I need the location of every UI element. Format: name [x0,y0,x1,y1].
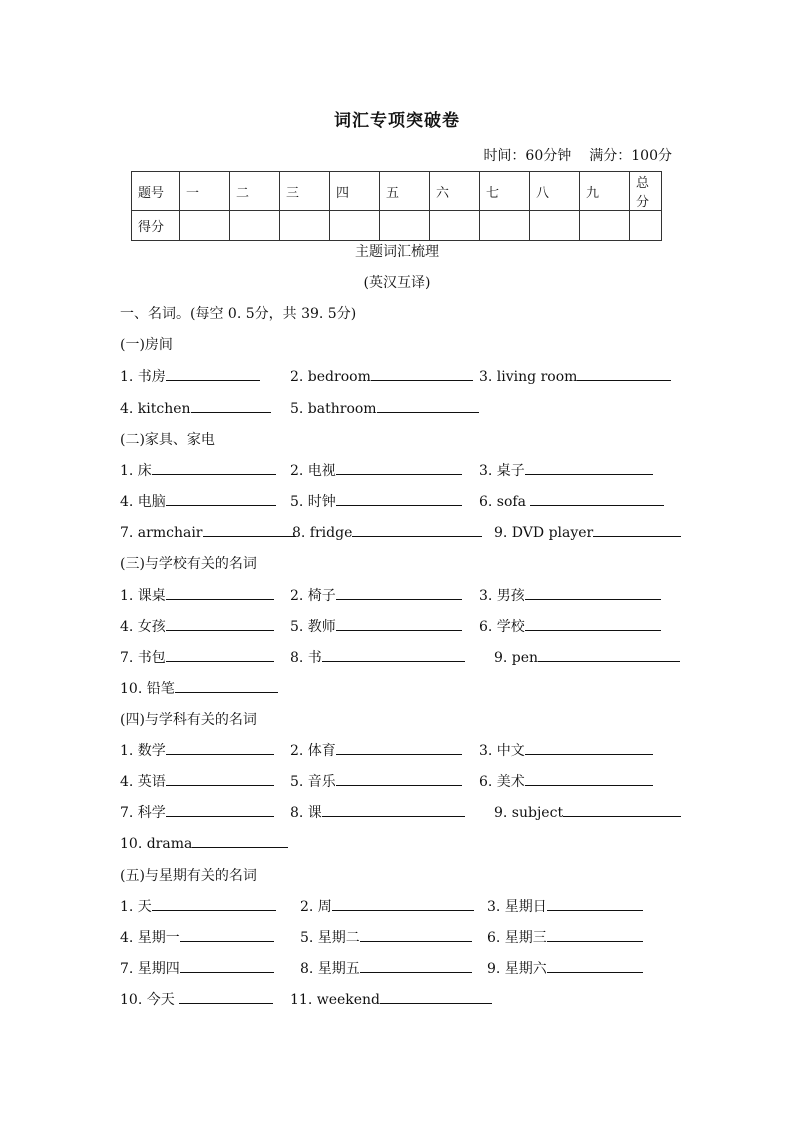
question-item [300,896,474,916]
answer-blank[interactable] [547,896,643,911]
question-label: 3. 中文 [479,743,525,759]
question-label: 2. 体育 [290,743,336,759]
group-heading: (五)与星期有关的名词 [120,868,257,884]
question-label: 1. 天 [120,899,152,915]
question-label: 5. 教师 [290,619,336,635]
question-item [120,771,274,791]
question-item [120,678,278,698]
question-label: 1. 数学 [120,743,166,759]
question-label: 1. 课桌 [120,588,166,604]
answer-blank[interactable] [525,616,661,631]
question-item [290,491,462,511]
full-score: 满分：100分 [589,148,672,164]
question-item [300,958,472,978]
question-item [290,989,492,1008]
question-item [120,989,273,1009]
question-item [120,460,276,480]
question-label: 7. 科学 [120,805,166,821]
question-item [120,398,271,417]
answer-blank[interactable] [336,740,462,755]
question-label: 3. 星期日 [487,899,547,915]
question-label: 9. 星期六 [487,961,547,977]
question-label: 1. 床 [120,463,152,479]
score-header-cell: 题号 [132,172,180,211]
question-label: 5. bathroom [290,401,377,417]
section-subtitle-translation: (英汉互译) [363,275,431,291]
answer-blank[interactable] [336,491,462,506]
question-label: 5. 星期二 [300,930,360,946]
answer-blank[interactable] [525,460,653,475]
question-label: 7. armchair [120,525,203,541]
question-item [120,585,274,605]
question-label: 6. 美术 [479,774,525,790]
score-header-cell: 三 [280,172,330,211]
question-label: 6. 学校 [479,619,525,635]
question-label: 6. sofa [479,494,531,510]
score-input-cell[interactable] [480,211,530,241]
answer-blank[interactable] [192,833,288,848]
score-header-cell: 八 [530,172,580,211]
answer-blank[interactable] [166,585,274,600]
answer-blank[interactable] [577,366,671,381]
score-row-label: 得分 [132,211,180,241]
question-item [479,366,671,385]
question-item [290,740,462,760]
answer-blank[interactable] [336,616,462,631]
answer-blank[interactable] [179,989,273,1004]
question-label: 4. 星期一 [120,930,180,946]
score-table-header-row [132,172,662,211]
question-label: 10. 铅笔 [120,681,175,697]
score-header-cell: 九 [580,172,630,211]
answer-blank[interactable] [360,958,472,973]
score-header-cell: 二 [230,172,280,211]
question-label: 4. kitchen [120,401,191,417]
question-label: 5. 时钟 [290,494,336,510]
answer-blank[interactable] [166,616,274,631]
answer-blank[interactable] [380,989,492,1004]
answer-blank[interactable] [180,958,274,973]
answer-blank[interactable] [352,522,482,537]
question-label: 8. 课 [290,805,322,821]
question-item [290,616,462,636]
question-item [120,647,274,667]
question-item [494,647,680,666]
score-header-cell: 六 [430,172,480,211]
question-item [479,491,664,510]
question-item [120,740,274,760]
score-input-cell[interactable] [580,211,630,241]
question-item [487,927,643,947]
score-table-score-row [132,211,662,241]
group-heading: (三)与学校有关的名词 [120,556,257,572]
answer-blank[interactable] [332,896,474,911]
section-heading: 一、名词。(每空 0. 5分，共 39. 5分) [120,306,357,322]
answer-blank[interactable] [525,585,661,600]
question-item [290,771,462,791]
score-input-cell[interactable] [230,211,280,241]
question-label: 9. pen [494,650,539,666]
answer-blank[interactable] [322,802,465,817]
score-header-cell: 五 [380,172,430,211]
question-item [494,802,681,821]
answer-blank[interactable] [166,802,274,817]
question-item [120,833,288,852]
question-label: 2. 电视 [290,463,336,479]
question-item [290,366,473,385]
score-header-cell: 七 [480,172,530,211]
question-item [290,585,462,605]
answer-blank[interactable] [377,398,479,413]
answer-blank[interactable] [166,771,274,786]
score-header-cell: 一 [180,172,230,211]
score-input-cell[interactable] [630,211,662,241]
section-subtitle: 主题词汇梳理 [355,244,439,260]
question-item [479,616,661,636]
question-item [120,522,296,541]
question-label: 9. subject [494,805,564,821]
answer-blank[interactable] [547,958,643,973]
question-item [300,927,472,947]
question-label: 4. 电脑 [120,494,166,510]
question-item [120,802,274,822]
question-item [290,398,479,417]
answer-blank[interactable] [525,740,653,755]
score-input-cell[interactable] [530,211,580,241]
question-item [479,771,653,791]
question-item [494,522,681,541]
question-item [120,491,276,511]
answer-blank[interactable] [166,647,274,662]
answer-blank[interactable] [336,460,462,475]
answer-blank[interactable] [166,366,260,381]
question-label: 8. 书 [290,650,322,666]
answer-blank[interactable] [547,927,643,942]
answer-blank[interactable] [166,491,276,506]
question-item [292,522,482,541]
score-input-cell[interactable] [180,211,230,241]
question-label: 10. 今天 [120,992,180,1008]
group-heading: (一)房间 [120,337,173,353]
question-label: 9. DVD player [494,525,594,541]
question-label: 2. bedroom [290,369,371,385]
question-label: 2. 椅子 [290,588,336,604]
question-label: 1. 书房 [120,369,166,385]
answer-blank[interactable] [593,522,681,537]
question-label: 7. 书包 [120,650,166,666]
score-header-cell: 总分 [630,172,662,211]
question-label: 3. 桌子 [479,463,525,479]
answer-blank[interactable] [336,771,462,786]
question-item [290,460,462,480]
question-item [290,647,465,667]
answer-blank[interactable] [152,896,276,911]
answer-blank[interactable] [191,398,271,413]
question-item [120,896,276,916]
time-limit: 时间：60分钟 [483,148,572,164]
score-input-cell[interactable] [380,211,430,241]
answer-blank[interactable] [152,460,276,475]
question-label: 8. 星期五 [300,961,360,977]
question-item [479,460,653,480]
question-label: 2. 周 [300,899,332,915]
answer-blank[interactable] [563,802,681,817]
answer-blank[interactable] [530,491,664,506]
question-label: 3. living room [479,369,578,385]
exam-meta [483,145,672,165]
question-label: 3. 男孩 [479,588,525,604]
answer-blank[interactable] [322,647,465,662]
question-item [479,740,653,760]
question-label: 4. 女孩 [120,619,166,635]
score-input-cell[interactable] [330,211,380,241]
question-item [479,585,661,605]
answer-blank[interactable] [336,585,462,600]
score-table [131,171,662,241]
question-label: 8. fridge [292,525,353,541]
question-item [120,366,260,386]
answer-blank[interactable] [166,740,274,755]
group-heading: (四)与学科有关的名词 [120,712,257,728]
question-label: 5. 音乐 [290,774,336,790]
question-label: 7. 星期四 [120,961,180,977]
question-item [120,616,274,636]
question-label: 11. weekend [290,992,381,1008]
group-heading: (二)家具、家电 [120,432,215,448]
question-item [290,802,465,822]
question-item [487,896,643,916]
answer-blank[interactable] [538,647,680,662]
answer-blank[interactable] [180,927,274,942]
score-input-cell[interactable] [280,211,330,241]
answer-blank[interactable] [371,366,473,381]
answer-blank[interactable] [203,522,296,537]
score-header-cell: 四 [330,172,380,211]
answer-blank[interactable] [525,771,653,786]
question-item [120,958,274,978]
question-label: 4. 英语 [120,774,166,790]
page-title: 词汇专项突破卷 [334,111,460,131]
question-item [120,927,274,947]
question-item [487,958,643,978]
score-input-cell[interactable] [430,211,480,241]
question-label: 10. drama [120,836,193,852]
question-label: 6. 星期三 [487,930,547,946]
answer-blank[interactable] [360,927,472,942]
answer-blank[interactable] [175,678,278,693]
